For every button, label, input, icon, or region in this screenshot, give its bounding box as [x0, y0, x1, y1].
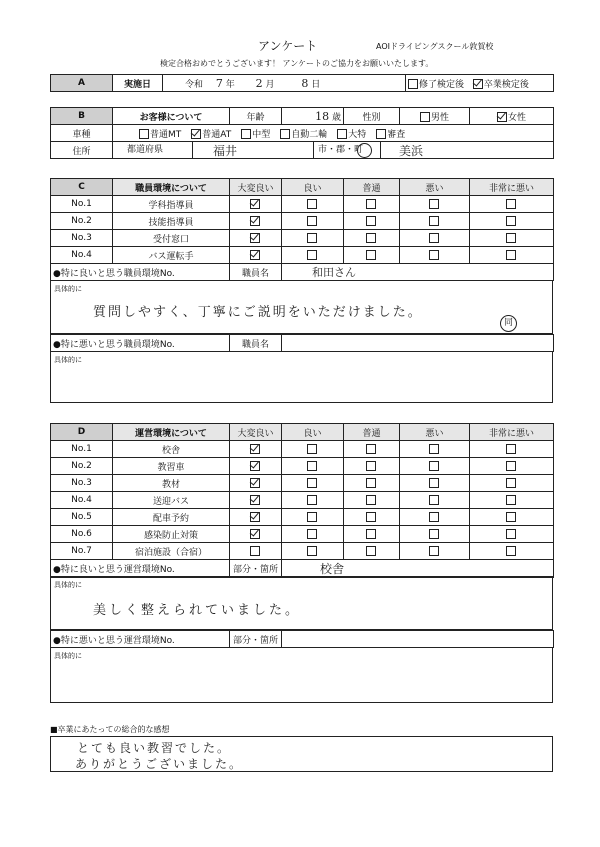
checkbox-ops-1-0[interactable]	[250, 461, 260, 471]
checkbox-ops-5-0[interactable]	[250, 529, 260, 539]
ops-row-item: 教材	[113, 475, 230, 492]
rating-header-4: 非常に悪い	[470, 424, 554, 441]
staff-rating-cell	[230, 196, 282, 213]
ops-rating-cell	[470, 509, 554, 526]
form-title: アンケート	[258, 39, 318, 53]
car-option-3	[280, 130, 327, 140]
ops-rating-cell	[470, 543, 554, 560]
ops-row-no: No.1	[51, 441, 113, 458]
checkbox-sotsugyo[interactable]	[473, 79, 483, 89]
ops-rating-cell	[230, 475, 282, 492]
ops-row-no: No.4	[51, 492, 113, 509]
ops-row-no: No.3	[51, 475, 113, 492]
checkbox-ops-3-4[interactable]	[506, 495, 516, 505]
checkbox-staff-3-1[interactable]	[307, 250, 317, 260]
checkbox-staff-1-4[interactable]	[506, 216, 516, 226]
checkbox-ops-5-4[interactable]	[506, 529, 516, 539]
overall-comment-box[interactable]	[50, 736, 553, 772]
ops-rating-cell	[282, 543, 344, 560]
section-c-good-row	[50, 263, 554, 281]
staff-rating-cell	[470, 247, 554, 264]
checkbox-ops-3-3[interactable]	[429, 495, 439, 505]
ops-rating-cell	[344, 526, 400, 543]
ops-row	[51, 509, 554, 526]
staff-row	[51, 230, 554, 247]
staff-row	[51, 196, 554, 213]
ops-rating-cell	[400, 509, 470, 526]
car-option-0	[139, 130, 181, 140]
checkbox-staff-2-3[interactable]	[429, 233, 439, 243]
section-d-bad-row	[50, 630, 554, 648]
ops-section-label: 運営環境について	[113, 424, 230, 441]
ops-rating-cell	[400, 441, 470, 458]
checkbox-ops-2-4[interactable]	[506, 478, 516, 488]
greeting-text: 検定合格おめでとうございます！ アンケートのご協力をお願いいたします。	[160, 59, 434, 68]
staff-rating-cell	[470, 196, 554, 213]
section-a-table: A 実施日 令和 7 年 2 月 8 日 修了検定後 卒業検定後	[50, 74, 554, 92]
checkbox-car-4[interactable]	[337, 129, 347, 139]
checkbox-ops-3-2[interactable]	[366, 495, 376, 505]
detail-label-2: 具体的に	[54, 356, 82, 364]
good-ops-detail-text: 美しく整えられていました。	[93, 603, 302, 618]
ops-row	[51, 458, 554, 475]
checkbox-staff-0-4[interactable]	[506, 199, 516, 209]
checkbox-ops-6-1[interactable]	[307, 546, 317, 556]
date-month: 2	[255, 76, 263, 90]
staff-rating-cell	[344, 213, 400, 230]
ops-rating-cell	[344, 458, 400, 475]
checkbox-staff-1-1[interactable]	[307, 216, 317, 226]
customer-label: お客様について	[113, 108, 230, 125]
overall-line-1: とても良い教習でした。	[77, 741, 232, 755]
city-value[interactable]: 美浜	[399, 143, 424, 158]
checkbox-car-0[interactable]	[139, 129, 149, 139]
checkbox-ops-0-3[interactable]	[429, 444, 439, 454]
circle-mark-icon	[357, 143, 372, 158]
good-ops-field[interactable]: 校舎	[282, 560, 554, 578]
good-staff-field[interactable]: 和田さん	[282, 264, 554, 281]
checkbox-ops-5-2[interactable]	[366, 529, 376, 539]
car-option-label: 大特	[348, 129, 367, 140]
staff-rating-cell	[400, 213, 470, 230]
staff-name-label-2: 職員名	[230, 335, 282, 352]
ops-row-item: 感染防止対策	[113, 526, 230, 543]
checkbox-ops-4-4[interactable]	[506, 512, 516, 522]
ops-rating-cell	[470, 475, 554, 492]
car-option-label: 普通AT	[202, 129, 232, 140]
ops-rating-cell	[400, 475, 470, 492]
checkbox-ops-4-0[interactable]	[250, 512, 260, 522]
checkbox-staff-0-2[interactable]	[366, 199, 376, 209]
address-label: 住所	[51, 142, 113, 159]
staff-rating-cell	[470, 230, 554, 247]
bad-ops-label: ●特に悪いと思う運営環境No.	[51, 631, 230, 648]
bad-staff-label: ●特に悪いと思う職員環境No.	[51, 335, 230, 352]
rating-header-1: 良い	[282, 179, 344, 196]
car-type-options	[113, 125, 554, 142]
ops-row	[51, 543, 554, 560]
checkbox-ops-4-3[interactable]	[429, 512, 439, 522]
good-staff-label: ●特に良いと思う職員環境No.	[51, 264, 230, 281]
staff-row	[51, 247, 554, 264]
car-option-label: 自動二輪	[291, 129, 328, 140]
checkbox-ops-6-4[interactable]	[506, 546, 516, 556]
checkbox-ops-5-3[interactable]	[429, 529, 439, 539]
rating-header-3: 悪い	[400, 424, 470, 441]
staff-name-label: 職員名	[230, 264, 282, 281]
rating-header-0: 大変良い	[230, 424, 282, 441]
school-name: AOIドライビングスクール敦賀校	[376, 42, 494, 51]
ops-rating-cell	[230, 458, 282, 475]
checkbox-ops-0-1[interactable]	[307, 444, 317, 454]
detail-label-4: 具体的に	[54, 652, 82, 660]
staff-row-item: バス運転手	[113, 247, 230, 264]
checkbox-ops-0-0[interactable]	[250, 444, 260, 454]
staff-row-no: No.3	[51, 230, 113, 247]
city-label: 市・郡・町	[313, 142, 381, 158]
staff-rating-cell	[230, 213, 282, 230]
checkbox-staff-3-4[interactable]	[506, 250, 516, 260]
ops-row-item: 送迎バス	[113, 492, 230, 509]
checkbox-staff-1-0[interactable]	[250, 216, 260, 226]
ops-rating-cell	[230, 509, 282, 526]
gender-label: 性別	[344, 108, 400, 125]
staff-rating-cell	[470, 213, 554, 230]
car-option-label: 中型	[252, 129, 271, 140]
staff-rating-cell	[282, 213, 344, 230]
ops-rating-cell	[230, 441, 282, 458]
bad-staff-field[interactable]	[282, 335, 554, 352]
staff-rating-cell	[282, 247, 344, 264]
checkbox-ops-5-1[interactable]	[307, 529, 317, 539]
ops-row-no: No.5	[51, 509, 113, 526]
ops-row-item: 宿泊施設（合宿）	[113, 543, 230, 560]
staff-rating-cell	[400, 247, 470, 264]
staff-rating-cell	[344, 247, 400, 264]
date-field[interactable]: 令和 7 年 2 月 8 日	[163, 75, 406, 92]
section-c-bad-row	[50, 334, 554, 352]
checkbox-ops-2-1[interactable]	[307, 478, 317, 488]
part-label-2: 部分・箇所	[230, 631, 282, 648]
ops-rating-cell	[282, 509, 344, 526]
checkbox-ops-6-2[interactable]	[366, 546, 376, 556]
section-a-letter: A	[51, 75, 113, 92]
ops-rating-cell	[230, 543, 282, 560]
ops-rating-cell	[400, 492, 470, 509]
ops-rating-cell	[282, 475, 344, 492]
staff-row-no: No.4	[51, 247, 113, 264]
staff-rating-cell	[344, 230, 400, 247]
checkbox-ops-1-2[interactable]	[366, 461, 376, 471]
part-label: 部分・箇所	[230, 560, 282, 578]
car-option-4	[337, 130, 366, 140]
checkbox-ops-6-0[interactable]	[250, 546, 260, 556]
ops-row	[51, 475, 554, 492]
car-type-label: 車種	[51, 125, 113, 142]
checkbox-ops-2-3[interactable]	[429, 478, 439, 488]
overall-label: ■卒業にあたっての総合的な感想	[50, 725, 170, 734]
section-d-letter: D	[51, 424, 113, 441]
age-field[interactable]: 18 歳	[282, 108, 344, 125]
section-c-letter: C	[51, 179, 113, 196]
staff-rating-cell	[400, 196, 470, 213]
prefecture-label: 都道府県	[113, 142, 193, 158]
checkbox-staff-0-0[interactable]	[250, 199, 260, 209]
checkbox-staff-3-0[interactable]	[250, 250, 260, 260]
staff-section-label: 職員環境について	[113, 179, 230, 196]
staff-row-no: No.1	[51, 196, 113, 213]
checkbox-ops-0-2[interactable]	[366, 444, 376, 454]
checkbox-staff-2-4[interactable]	[506, 233, 516, 243]
checkbox-car-2[interactable]	[241, 129, 251, 139]
good-ops-detail-box[interactable]	[50, 576, 553, 630]
car-option-label: 審査	[387, 129, 406, 140]
checkbox-car-1[interactable]	[191, 129, 201, 139]
ops-rating-cell	[344, 441, 400, 458]
ops-rating-cell	[470, 458, 554, 475]
ops-rating-cell	[400, 458, 470, 475]
checkbox-staff-2-2[interactable]	[366, 233, 376, 243]
checkbox-ops-1-4[interactable]	[506, 461, 516, 471]
checkbox-staff-3-3[interactable]	[429, 250, 439, 260]
ops-rating-cell	[230, 526, 282, 543]
ops-rating-cell	[282, 526, 344, 543]
checkbox-staff-2-0[interactable]	[250, 233, 260, 243]
bad-staff-detail-box[interactable]	[50, 351, 553, 403]
ops-rating-cell	[282, 458, 344, 475]
checkbox-ops-3-0[interactable]	[250, 495, 260, 505]
rating-header-0: 大変良い	[230, 179, 282, 196]
checkbox-staff-1-3[interactable]	[429, 216, 439, 226]
ops-row-no: No.7	[51, 543, 113, 560]
section-c-table	[50, 178, 554, 264]
checkbox-female[interactable]	[497, 112, 507, 122]
rating-header-2: 普通	[344, 424, 400, 441]
ops-row	[51, 492, 554, 509]
staff-rating-cell	[230, 247, 282, 264]
ops-rating-cell	[282, 492, 344, 509]
checkbox-staff-0-3[interactable]	[429, 199, 439, 209]
staff-rating-cell	[282, 196, 344, 213]
ops-rating-cell	[470, 526, 554, 543]
checkbox-car-3[interactable]	[280, 129, 290, 139]
ops-row	[51, 441, 554, 458]
stamp-icon: 同	[500, 315, 517, 332]
rating-header-4: 非常に悪い	[470, 179, 554, 196]
rating-header-1: 良い	[282, 424, 344, 441]
ops-rating-cell	[470, 492, 554, 509]
date-day: 8	[301, 76, 309, 90]
checkbox-male[interactable]	[420, 112, 430, 122]
rating-header-3: 悪い	[400, 179, 470, 196]
date-label: 実施日	[113, 75, 163, 92]
good-staff-detail-box[interactable]	[50, 280, 553, 334]
ops-rating-cell	[400, 543, 470, 560]
checkbox-staff-2-1[interactable]	[307, 233, 317, 243]
checkbox-ops-1-1[interactable]	[307, 461, 317, 471]
ops-rating-cell	[230, 492, 282, 509]
section-b-letter: B	[51, 108, 113, 125]
checkbox-ops-2-2[interactable]	[366, 478, 376, 488]
good-staff-detail-text: 質問しやすく、丁寧にご説明をいただけました。	[93, 305, 423, 320]
staff-rating-cell	[344, 196, 400, 213]
checkbox-ops-4-1[interactable]	[307, 512, 317, 522]
detail-label: 具体的に	[54, 285, 82, 293]
staff-row-no: No.2	[51, 213, 113, 230]
ops-row	[51, 526, 554, 543]
ops-rating-cell	[344, 543, 400, 560]
ops-rating-cell	[344, 492, 400, 509]
bad-ops-field[interactable]	[282, 631, 554, 648]
checkbox-ops-2-0[interactable]	[250, 478, 260, 488]
good-ops-label: ●特に良いと思う運営環境No.	[51, 560, 230, 578]
ops-rating-cell	[344, 509, 400, 526]
staff-rating-cell	[400, 230, 470, 247]
checkbox-ops-1-3[interactable]	[429, 461, 439, 471]
ops-rating-cell	[344, 475, 400, 492]
checkbox-ops-6-3[interactable]	[429, 546, 439, 556]
staff-row-item: 技能指導員	[113, 213, 230, 230]
section-b-table: B お客様について 年齢 18 歳 性別 男性 女性 車種 普通MT 普通AT 中型 自動二輪 大特 審査 住所 都道府県 福井 市・郡・町 美浜	[50, 107, 554, 159]
checkbox-staff-1-2[interactable]	[366, 216, 376, 226]
ops-row-no: No.2	[51, 458, 113, 475]
checkbox-staff-3-2[interactable]	[366, 250, 376, 260]
staff-rating-cell	[282, 230, 344, 247]
section-d-table	[50, 423, 554, 560]
date-year: 7	[215, 76, 223, 90]
ops-rating-cell	[400, 526, 470, 543]
ops-rating-cell	[470, 441, 554, 458]
age-label: 年齢	[230, 108, 282, 125]
ops-row-item: 教習車	[113, 458, 230, 475]
ops-rating-cell	[282, 441, 344, 458]
ops-row-item: 配車予約	[113, 509, 230, 526]
rating-header-2: 普通	[344, 179, 400, 196]
checkbox-ops-0-4[interactable]	[506, 444, 516, 454]
car-option-2	[241, 130, 270, 140]
ops-row-no: No.6	[51, 526, 113, 543]
staff-row	[51, 213, 554, 230]
detail-label-3: 具体的に	[54, 581, 82, 589]
car-option-label: 普通MT	[150, 129, 182, 140]
checkbox-staff-0-1[interactable]	[307, 199, 317, 209]
bad-ops-detail-box[interactable]	[50, 647, 553, 703]
car-option-5	[376, 130, 405, 140]
checkbox-car-5[interactable]	[376, 129, 386, 139]
car-option-1	[191, 130, 231, 140]
overall-line-2: ありがとうございました。	[75, 757, 244, 771]
staff-row-item: 受付窓口	[113, 230, 230, 247]
prefecture-value[interactable]: 福井	[213, 143, 238, 158]
checkbox-ops-3-1[interactable]	[307, 495, 317, 505]
staff-rating-cell	[230, 230, 282, 247]
ops-row-item: 校舎	[113, 441, 230, 458]
checkbox-ops-4-2[interactable]	[366, 512, 376, 522]
checkbox-shuryo[interactable]	[408, 79, 418, 89]
staff-row-item: 学科指導員	[113, 196, 230, 213]
